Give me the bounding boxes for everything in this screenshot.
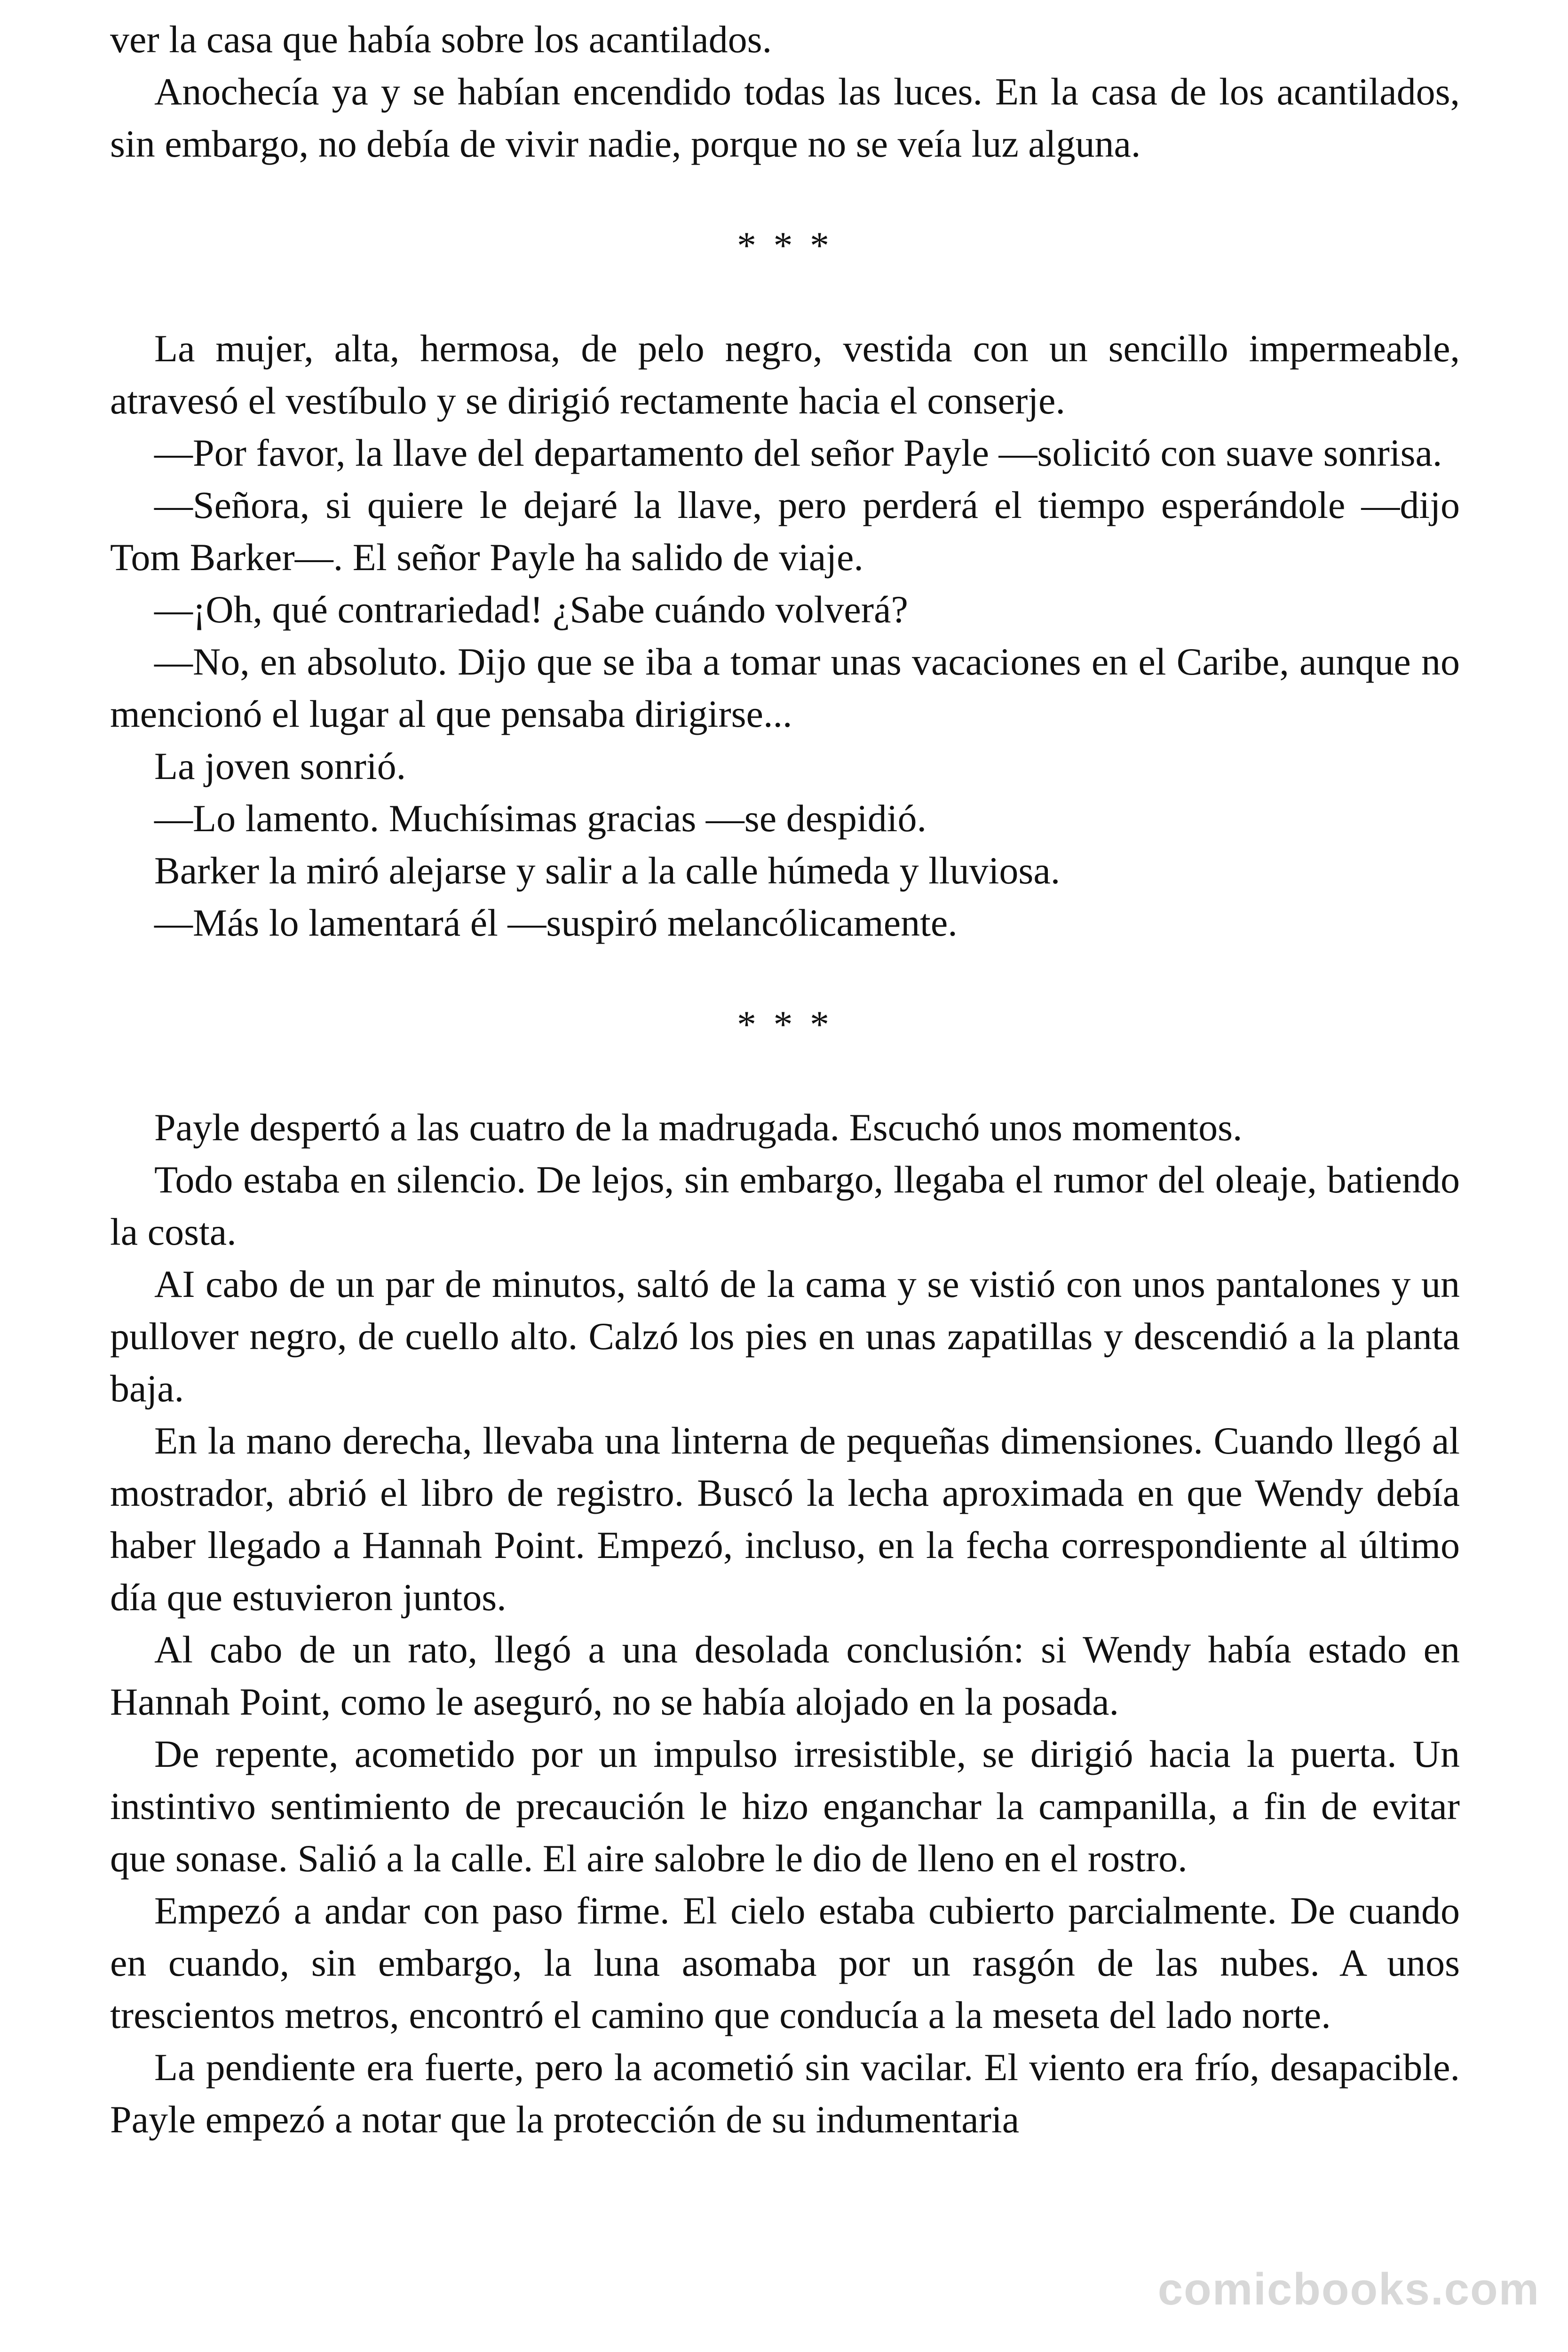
paragraph: Empezó a andar con paso firme. El cielo estaba cubierto parcialmente. De cuando en cuando, sin embargo, la luna asomaba por un rasgón de las nubes. A unos trescientos metros, encontró el camino que conducía a la meseta del lado norte.: [110, 1889, 1460, 2036]
paragraph: —Más lo lamentará él —suspiró melancólicamente.: [154, 901, 958, 944]
paragraph: AI cabo de un par de minutos, saltó de la cama y se vistió con unos pantalones y un pullover negro, de cuello alto. Calzó los pies en unas zapatillas y descendió a la planta baja.: [110, 1263, 1460, 1410]
paragraph: —Lo lamento. Muchísimas gracias —se despidió.: [154, 797, 927, 840]
book-page: [110, 13, 1460, 2145]
paragraph: —Señora, si quiere le dejaré la llave, pero perderá el tiempo esperándole —dijo Tom Barker—. El señor Payle ha salido de viaje.: [110, 484, 1460, 579]
paragraph: La joven sonrió.: [154, 745, 406, 787]
paragraph: Payle despertó a las cuatro de la madrugada. Escuchó unos momentos.: [154, 1106, 1243, 1149]
section-separator: * * *: [737, 224, 833, 267]
paragraph: De repente, acometido por un impulso irresistible, se dirigió hacia la puerta. Un instintivo sentimiento de precaución le hizo enganchar la campanilla, a fin de evitar que sonase. Salió a la calle. El aire salobre le dio de lleno en el rostro.: [110, 1732, 1460, 1880]
section-separator: * * *: [737, 1003, 833, 1046]
paragraph: En la mano derecha, llevaba una linterna de pequeñas dimensiones. Cuando llegó al mostrador, abrió el libro de registro. Buscó la lecha aproximada en que Wendy debía haber llegado a Hannah Point. Empezó, incluso, en la fecha correspondiente al último día que estuvieron juntos.: [110, 1419, 1460, 1619]
paragraph: Barker la miró alejarse y salir a la calle húmeda y lluviosa.: [154, 849, 1061, 892]
paragraph: —No, en absoluto. Dijo que se iba a tomar unas vacaciones en el Caribe, aunque no mencionó el lugar al que pensaba dirigirse...: [110, 640, 1460, 735]
paragraph: ver la casa que había sobre los acantilados.: [110, 18, 772, 61]
paragraph: —¡Oh, qué contrariedad! ¿Sabe cuándo volverá?: [154, 588, 908, 631]
paragraph: La pendiente era fuerte, pero la acometió sin vacilar. El viento era frío, desapacible. Payle empezó a notar que la protección de su indumentaria: [110, 2046, 1460, 2141]
paragraph: La mujer, alta, hermosa, de pelo negro, vestida con un sencillo impermeable, atravesó el vestíbulo y se dirigió rectamente hacia el conserje.: [110, 327, 1460, 422]
watermark: comicbooks.com: [1157, 2264, 1540, 2314]
paragraph: Anochecía ya y se habían encendido todas las luces. En la casa de los acantilados, sin embargo, no debía de vivir nadie, porque no se veía luz alguna.: [110, 70, 1460, 165]
paragraph: Al cabo de un rato, llegó a una desolada conclusión: si Wendy había estado en Hannah Point, como le aseguró, no se había alojado en la posada.: [110, 1628, 1460, 1723]
paragraph: Todo estaba en silencio. De lejos, sin embargo, llegaba el rumor del oleaje, batiendo la costa.: [110, 1158, 1460, 1253]
paragraph: —Por favor, la llave del departamento del señor Payle —solicitó con suave sonrisa.: [154, 431, 1442, 474]
